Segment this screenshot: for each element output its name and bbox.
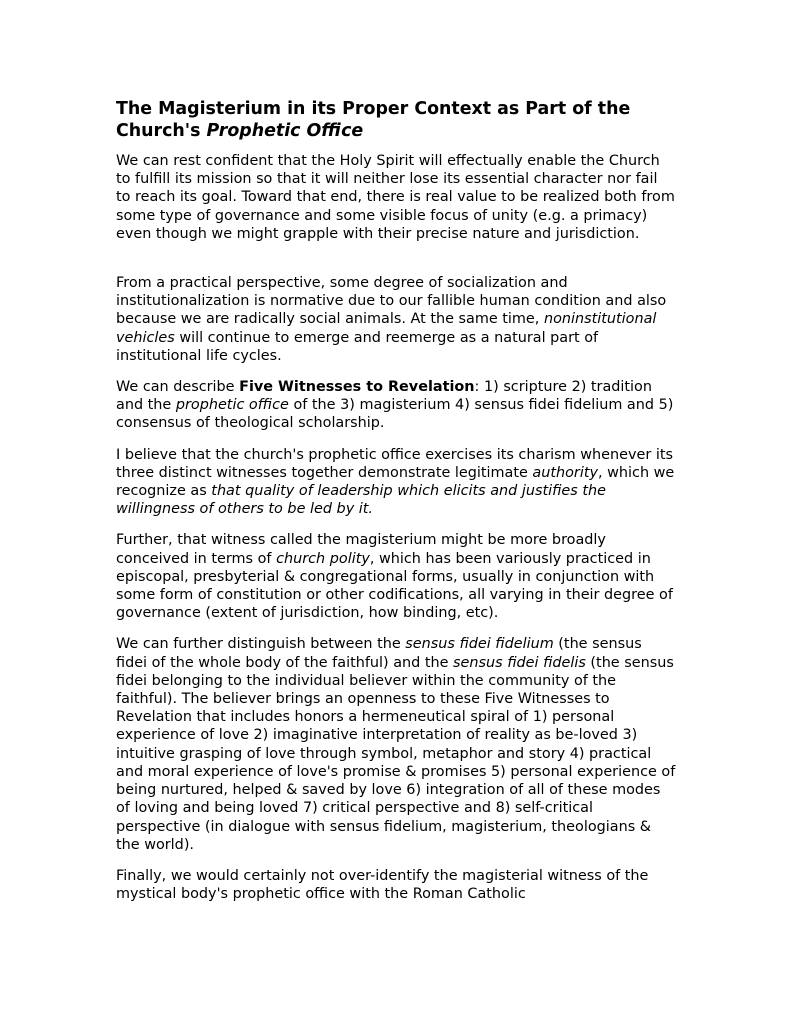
document-body <box>116 98 676 916</box>
paragraph-7: Finally, we would certainly not over-identify the magisterial witness of the mystical body's prophetic office with the Roman Catholic <box>116 867 649 903</box>
title-main: The Magisterium in its Proper Context as Part of the Church's <box>116 99 631 141</box>
paragraph-6 <box>116 635 676 853</box>
p6-text-e: (the sensus fidei belonging to the individual believer within the community of the faithful). The believer brings an openness to these Five Witnesses to Revelation that includes honors a hermeneutical spiral of 1) personal experience of love 2) imaginative interpretation of reality as be-loved 3) intuitive grasping of love through symbol, metaphor and story 4) practical and moral experience of love's promise & promises 5) personal experience of being nurtured, helped & saved by love 6) integration of all of these modes of loving and being loved 7) critical perspective and 8) self-critical perspective (in dialogue with sensus fidelium, magisterium, theologians & the world). <box>116 654 676 853</box>
document-title <box>116 98 676 142</box>
p2-italic: noninstitutional vehicles <box>116 311 657 346</box>
p3-text-a: We can describe <box>116 379 240 396</box>
p4-text-a: I believe that the church's prophetic office exercises its charism whenever its three distinct witnesses together demonstrate legitimate <box>116 446 673 481</box>
paragraph-1: We can rest confident that the Holy Spirit will effectually enable the Church to fulfill its mission so that it will neither lose its essential character nor fail to reach its goal. Toward that end, there is real value to be realized both from some type of governance and some visible focus of unity (e.g. a primacy) even though we might grapple with their precise nature and jurisdiction. <box>116 153 675 242</box>
paragraph-4 <box>116 446 676 519</box>
p4-italic-authority: authority <box>532 464 599 481</box>
p5-italic: church polity <box>276 550 370 567</box>
p4-text-c: , which we recognize as <box>116 464 675 500</box>
p3-text-c: : 1) scripture 2) tradition and the <box>116 379 652 414</box>
paragraph-3 <box>116 378 676 433</box>
p5-text-c: , which has been variously practiced in episcopal, presbyterial & congregational forms, usually in conjunction with some form of constitution or other codifications, all varying in their degree of governance (extent of jurisdiction, how binding, etc). <box>116 550 673 622</box>
p6-text-a: We can further distinguish between the <box>116 636 406 653</box>
p6-text-c: (the sensus fidei of the whole body of the faithful) and the <box>116 636 642 671</box>
p6-italic-fidelis: sensus fidei fidelis <box>453 654 586 671</box>
p3-italic: prophetic office <box>175 397 289 414</box>
p3-text-e: of the 3) magisterium 4) sensus fidei fidelium and 5) consensus of theological scholarship. <box>116 397 674 432</box>
p4-italic-definition: that quality of leadership which elicits and justifies the willingness of others to be led by it. <box>116 483 606 518</box>
title-italic: Prophetic Office <box>206 121 364 141</box>
paragraph-5 <box>116 531 676 622</box>
p5-text-a: Further, that witness called the magisterium might be more broadly conceived in terms of <box>116 532 606 567</box>
p2-text-c: will continue to emerge and reemerge as a natural part of institutional life cycles. <box>116 329 599 364</box>
paragraph-2 <box>116 274 676 365</box>
p3-bold: Five Witnesses to Revelation <box>239 379 475 396</box>
p6-italic-fidelium: sensus fidei fidelium <box>405 636 554 653</box>
p2-text-a: From a practical perspective, some degree of socialization and institutionalization is normative due to our fallible human condition and also because we are radically social animals. At the same time, <box>116 275 667 328</box>
